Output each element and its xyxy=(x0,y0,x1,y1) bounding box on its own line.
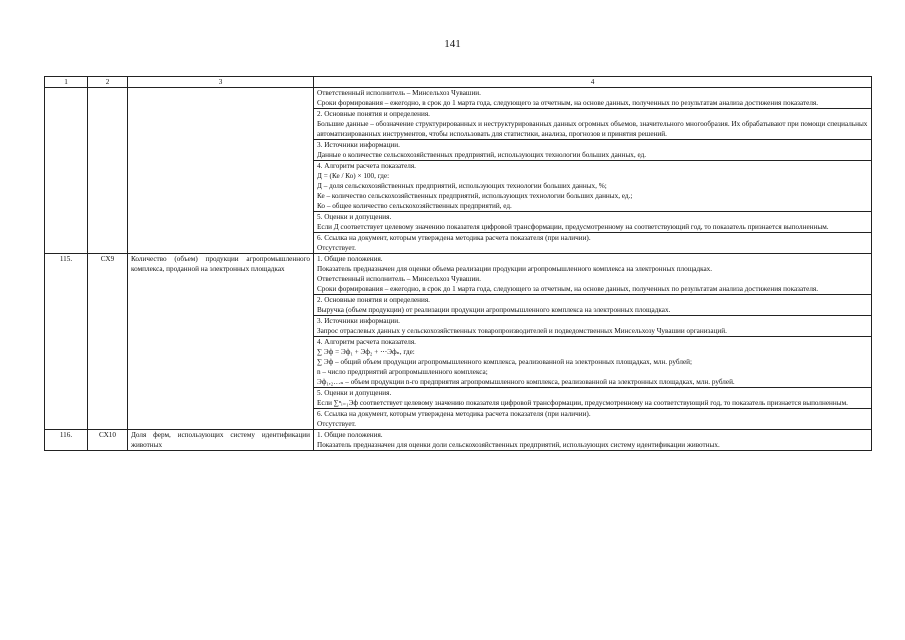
description-line: Ответственный исполнитель – Минсельхоз Чувашии. xyxy=(317,275,481,283)
column-header: 2 xyxy=(88,77,128,88)
indicator-name: Количество (объем) продукции агропромышленного комплекса, проданной на электронных площадках xyxy=(128,254,314,430)
methodology-table xyxy=(44,76,872,451)
indicator-name xyxy=(128,88,314,254)
description-line: ∑ Эф – общий объем продукции агропромышленного комплекса, реализованной на электронных площадках, млн. рублей; xyxy=(317,358,692,366)
row-number: 116. xyxy=(45,430,88,451)
description-line: Д – доля сельскохозяйственных предприятий, использующих технологии больших данных, %; xyxy=(317,182,607,190)
description-section xyxy=(314,232,871,253)
indicator-description xyxy=(314,430,872,451)
description-line: Ке – количество сельскохозяйственных предприятий, использующих технологии больших данных, ед.; xyxy=(317,192,633,200)
description-line: Эф₁,₂…ₙ – объем продукции n-го предприятия агропромышленного комплекса, реализованной на электронных площадках, млн. рублей. xyxy=(317,378,735,386)
indicator-code xyxy=(88,88,128,254)
row-number: 115. xyxy=(45,254,88,430)
column-header: 1 xyxy=(45,77,88,88)
description-line: 1. Общие положения. xyxy=(317,431,383,439)
indicator-code: СХ9 xyxy=(88,254,128,430)
row-number xyxy=(45,88,88,254)
description-line: n – число предприятий агропромышленного комплекса; xyxy=(317,368,488,376)
column-header: 4 xyxy=(314,77,872,88)
description-line: 1. Общие положения. xyxy=(317,255,383,263)
description-line: 3. Источники информации. xyxy=(317,317,400,325)
description-section xyxy=(314,108,871,139)
indicator-description xyxy=(314,254,872,430)
description-line: 5. Оценки и допущения. xyxy=(317,389,392,397)
description-line: Показатель предназначен для оценки объема реализации продукции агропромышленного комплекса на электронных площадках. xyxy=(317,265,713,273)
table-row xyxy=(45,254,872,430)
description-section xyxy=(314,88,871,108)
description-line: Отсутствует. xyxy=(317,244,356,252)
description-line: Большие данные – обозначение структурированных и неструктурированных данных огромных объемов, значительного многообразия. Их обрабатывают при помощи специальных автоматизированных инструментов, чтобы использовать для статистики, анализа, прогнозов и принятия решений. xyxy=(317,120,868,138)
description-line: ∑ Эф = Эф₁ + Эф₂ + ⋯Эфₙ, где: xyxy=(317,348,415,356)
table-row xyxy=(45,88,872,254)
indicator-description xyxy=(314,88,872,254)
description-section xyxy=(314,387,871,408)
description-section xyxy=(314,336,871,387)
description-section xyxy=(314,315,871,336)
description-section xyxy=(314,294,871,315)
description-line: Если Д соответствует целевому значению показателя цифровой трансформации, предусмотренному на соответствующий год, то показатель признается выполненным. xyxy=(317,223,829,231)
column-header: 3 xyxy=(128,77,314,88)
description-section xyxy=(314,430,871,450)
page-number: 141 xyxy=(444,38,461,50)
description-line: Если ∑ⁿᵢ₌₁Эф соответствует целевому значению показателя цифровой трансформации, предусмотренному на соответствующий год, то показатель признается выполненным. xyxy=(317,399,848,407)
indicator-code: СХ10 xyxy=(88,430,128,451)
description-line: 4. Алгоритм расчета показателя. xyxy=(317,338,416,346)
description-line: Данные о количестве сельскохозяйственных предприятий, использующих технологии больших данных, ед. xyxy=(317,151,647,159)
description-line: Запрос отраслевых данных у сельскохозяйственных товаропроизводителей и подведомственных Минсельхозу Чувашии организаций. xyxy=(317,327,727,335)
table-row xyxy=(45,430,872,451)
description-line: Д = (Ке / Ко) × 100, где: xyxy=(317,172,390,180)
description-line: Сроки формирования – ежегодно, в срок до 1 марта года, следующего за отчетным, на основе данных, полученных по результатам анализа достижения показателя. xyxy=(317,99,819,107)
description-line: 5. Оценки и допущения. xyxy=(317,213,392,221)
description-line: Отсутствует. xyxy=(317,420,356,428)
description-line: Сроки формирования – ежегодно, в срок до 1 марта года, следующего за отчетным, на основе данных, полученных по результатам анализа достижения показателя. xyxy=(317,285,819,293)
description-section xyxy=(314,254,871,294)
description-line: 3. Источники информации. xyxy=(317,141,400,149)
description-section xyxy=(314,211,871,232)
description-line: Ответственный исполнитель – Минсельхоз Чувашии. xyxy=(317,89,481,97)
description-line: Выручка (объем продукции) от реализации продукции агропромышленного комплекса на электронных площадках. xyxy=(317,306,671,314)
header-row xyxy=(45,77,872,88)
description-line: 2. Основные понятия и определения. xyxy=(317,110,430,118)
description-section xyxy=(314,139,871,160)
description-section xyxy=(314,408,871,429)
description-line: 6. Ссылка на документ, которым утверждена методика расчета показателя (при наличии). xyxy=(317,234,591,242)
description-section xyxy=(314,160,871,211)
description-line: 2. Основные понятия и определения. xyxy=(317,296,430,304)
description-line: Показатель предназначен для оценки доли сельскохозяйственных предприятий, использующих систему идентификации животных. xyxy=(317,441,720,449)
description-line: 6. Ссылка на документ, которым утверждена методика расчета показателя (при наличии). xyxy=(317,410,591,418)
description-line: 4. Алгоритм расчета показателя. xyxy=(317,162,416,170)
indicator-name: Доля ферм, использующих систему идентификации животных xyxy=(128,430,314,451)
description-line: Ко – общее количество сельскохозяйственных предприятий, ед. xyxy=(317,202,512,210)
